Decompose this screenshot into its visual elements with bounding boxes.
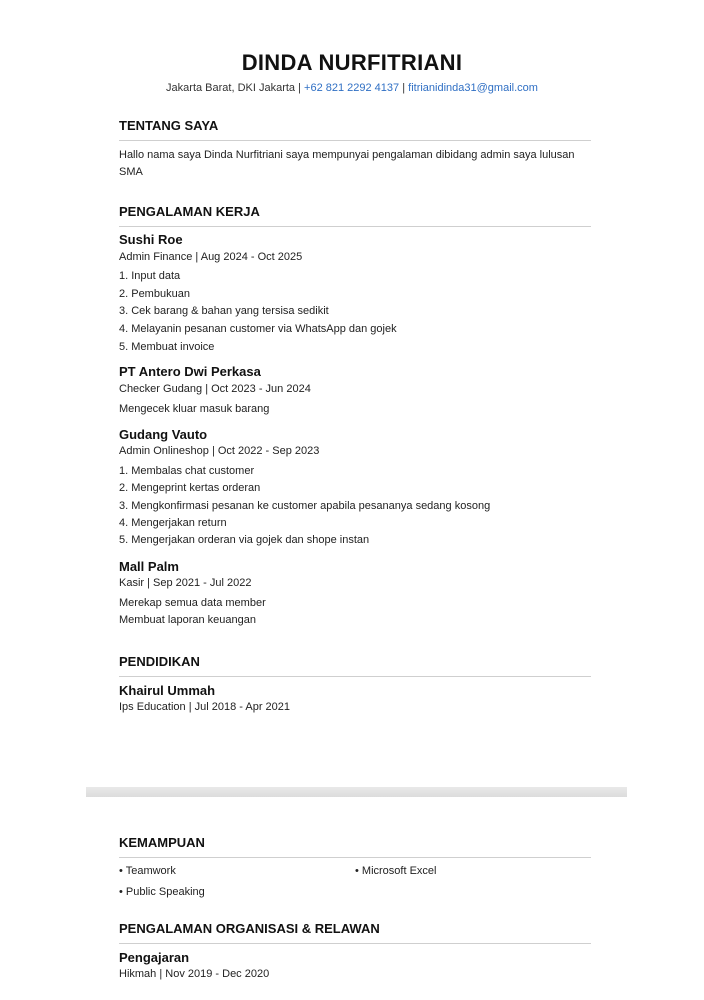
skill-item: • Microsoft Excel [355, 865, 437, 877]
about-line-1: Hallo nama saya Dinda Nurfitriani saya mempunyai pengalaman dibidang admin saya lulusan [119, 149, 575, 161]
job-meta: Admin Onlineshop | Oct 2022 - Sep 2023 [119, 445, 320, 457]
job-task: 4. Melayanin pesanan customer via WhatsApp dan gojek [119, 323, 397, 335]
section-title-education: PENDIDIKAN [119, 654, 591, 677]
section-title-experience: PENGALAMAN KERJA [119, 204, 591, 227]
job-task: 5. Membuat invoice [119, 341, 215, 353]
education-meta: Ips Education | Jul 2018 - Apr 2021 [119, 701, 291, 713]
section-title-skills: KEMAMPUAN [119, 835, 591, 858]
contact-line [0, 82, 704, 94]
email-link[interactable]: fitrianidinda31@gmail.com [408, 82, 538, 94]
skill-item: • Teamwork [119, 865, 176, 877]
page-break-divider [86, 787, 627, 797]
job-task: 5. Mengerjakan orderan via gojek dan shope instan [119, 534, 370, 546]
job-meta: Kasir | Sep 2021 - Jul 2022 [119, 577, 252, 589]
job-company: Mall Palm [119, 559, 179, 574]
job-task: Mengecek kluar masuk barang [119, 403, 270, 415]
job-company: Sushi Roe [119, 232, 183, 247]
about-line-2: SMA [119, 166, 143, 178]
section-title-organization: PENGALAMAN ORGANISASI & RELAWAN [119, 921, 591, 944]
job-meta: Checker Gudang | Oct 2023 - Jun 2024 [119, 383, 311, 395]
job-task: Merekap semua data member [119, 597, 266, 609]
section-title-about: TENTANG SAYA [119, 118, 591, 141]
job-meta: Admin Finance | Aug 2024 - Oct 2025 [119, 251, 303, 263]
location-text: Jakarta Barat, DKI Jakarta [166, 82, 296, 94]
job-task: 2. Pembukuan [119, 288, 190, 300]
job-task: 4. Mengerjakan return [119, 517, 227, 529]
job-task: 3. Mengkonfirmasi pesanan ke customer apabila pesananya sedang kosong [119, 500, 491, 512]
job-task: 1. Membalas chat customer [119, 465, 255, 477]
job-task: 2. Mengeprint kertas orderan [119, 482, 261, 494]
contact-separator: | [295, 82, 305, 94]
phone-link[interactable]: +62 821 2292 4137 [304, 82, 400, 94]
education-school: Khairul Ummah [119, 683, 216, 698]
resume-name: DINDA NURFITRIANI [241, 50, 463, 75]
contact-separator: | [399, 82, 409, 94]
organization-meta: Hikmah | Nov 2019 - Dec 2020 [119, 968, 270, 980]
job-company: Gudang Vauto [119, 427, 208, 442]
job-task: 1. Input data [119, 270, 181, 282]
organization-role: Pengajaran [119, 950, 190, 965]
job-task: Membuat laporan keuangan [119, 614, 256, 626]
job-company: PT Antero Dwi Perkasa [119, 364, 261, 379]
job-task: 3. Cek barang & bahan yang tersisa sedikit [119, 305, 329, 317]
skill-item: • Public Speaking [119, 886, 205, 898]
